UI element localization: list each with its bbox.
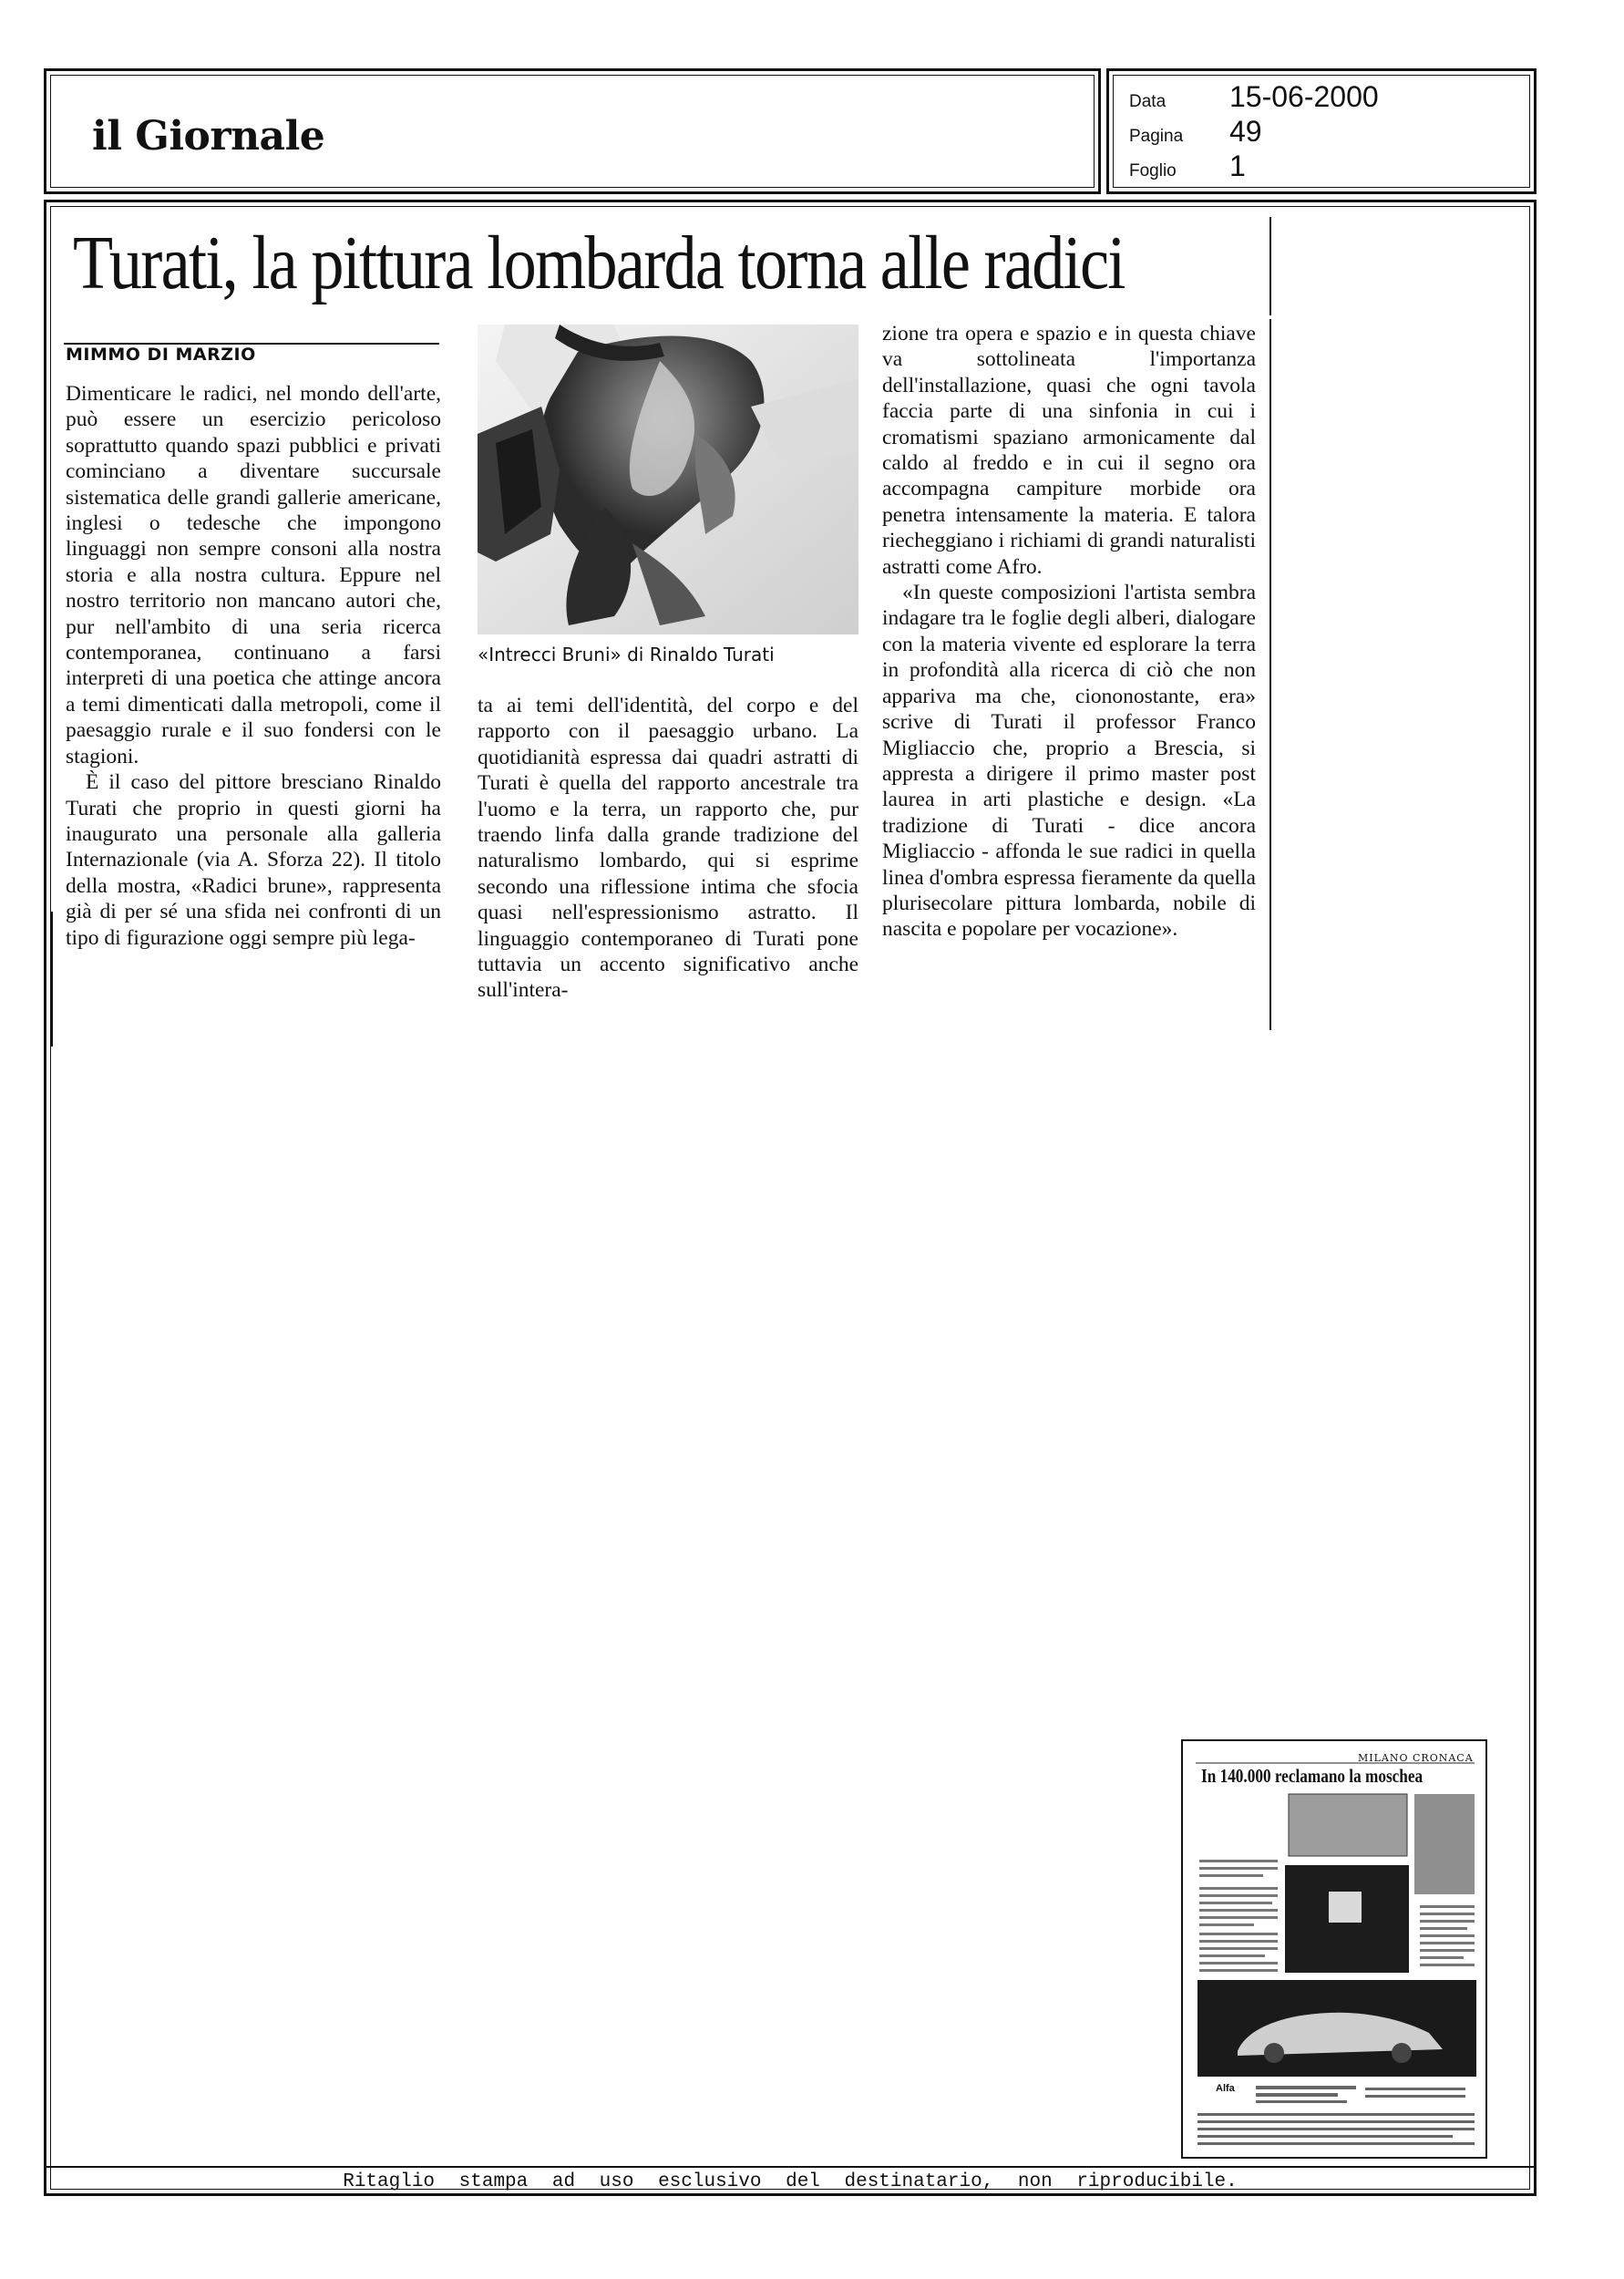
header-meta-box <box>1106 68 1537 194</box>
paragraph: Dimenticare le radici, nel mondo dell'arte, può essere un esercizio pericoloso soprattutto quando spazi pubblici e privati cominciano a diventare succursale sistematica delle grandi gallerie americane, inglesi o tedesche che impongono linguaggi non sempre consoni alla nostra storia e alla nostra cultura. Eppure nel nostro territorio non mancano autori che, pur nell'ambito di una seria ricerca contemporanea, continuano a farsi interpreti di una poetica che attinge ancora a temi dimenticati dalla metropoli, come il paesaggio rurale e il suo fondersi con le stagioni. <box>66 382 441 768</box>
paragraph: «In queste composizioni l'artista sembra indagare tra le foglie degli alberi, dialogare con la materia vivente ed esplorare la terra in profondità alla ricerca di ciò che non appariva ma che, ciononostante, era» scrive di Turati il professor Franco Migliaccio che, proprio a Brescia, si appresta a dirigere il primo master post laurea in arti plastiche e design. «La tradizione di Turati - dice ancora Migliaccio - affonda le sue radici in quella linea d'ombra espressa fieramente da quella plurisecolare pittura lombarda, nobile di nascita e popolare per vocazione». <box>882 581 1256 942</box>
meta-date-label: Data <box>1129 92 1167 111</box>
thumbnail-layout <box>1183 1741 1487 2159</box>
column-right-rule <box>1269 319 1271 1030</box>
article-headline: Turati, la pittura lombarda torna alle radici <box>73 221 1125 305</box>
thumbnail-ad-text: Alfa <box>1216 2083 1235 2094</box>
meta-page <box>1129 115 1262 149</box>
meta-date-value: 15-06-2000 <box>1229 80 1379 113</box>
headline-vertical-rule <box>1269 217 1271 315</box>
meta-sheet <box>1129 150 1246 183</box>
paragraph: zione tra opera e spazio e in questa chiave va sottolineata l'importanza dell'installazione, quasi che ogni tavola faccia parte di una sinfonia in cui i cromatismi spaziano armonicamente dal caldo al freddo e in cui il segno ora accompagna campiture morbide ora penetra intensamente la materia. E talora riecheggiano i richiami di grandi naturalisti astratti come Afro. <box>882 322 1256 579</box>
meta-sheet-value: 1 <box>1229 150 1246 182</box>
footer-separator <box>44 2166 1537 2168</box>
footer-notice: Ritaglio stampa ad uso esclusivo del destinatario, non riproducibile. <box>343 2171 1238 2192</box>
article-byline: MIMMO DI MARZIO <box>66 345 256 365</box>
meta-date <box>1129 80 1379 114</box>
paragraph: È il caso del pittore bresciano Rinaldo Turati che proprio in questi giorni ha inaugurato una personale alla galleria Internazionale (via A. Sforza 22). Il titolo della mostra, «Radici brune», rappresenta già di per sé una sfida nei confronti di un tipo di figurazione oggi sempre più lega- <box>66 770 441 950</box>
meta-page-label: Pagina <box>1129 127 1184 146</box>
article-column-3 <box>882 321 1256 943</box>
photo-caption: «Intrecci Bruni» di Rinaldo Turati <box>478 644 775 665</box>
painting-image <box>478 325 858 634</box>
page-thumbnail <box>1181 1739 1487 2159</box>
article-column-1 <box>66 381 441 951</box>
article-photo <box>478 325 858 634</box>
newspaper-name: il Giornale <box>92 113 325 160</box>
meta-sheet-label: Foglio <box>1129 161 1177 180</box>
thumbnail-section: MILANO CRONACA <box>1358 1752 1474 1764</box>
article-column-2 <box>478 693 858 1004</box>
thumbnail-headline: In 140.000 reclamano la moschea <box>1201 1765 1424 1787</box>
header-masthead-box <box>44 68 1101 194</box>
paragraph: ta ai temi dell'identità, del corpo e del rapporto con il paesaggio urbano. La quotidianità espressa dai quadri astratti di Turati è quella del rapporto ancestrale tra l'uomo e la terra, un rapporto che, pur traendo linfa dalla grande tradizione del naturalismo lombardo, qui si esprime secondo una riflessione intima che sfocia quasi nell'espressionismo astratto. Il linguaggio contemporaneo di Turati pone tuttavia un accento significativo anche sull'intera- <box>478 694 858 1003</box>
meta-page-value: 49 <box>1229 115 1262 148</box>
margin-mark <box>51 912 53 1047</box>
